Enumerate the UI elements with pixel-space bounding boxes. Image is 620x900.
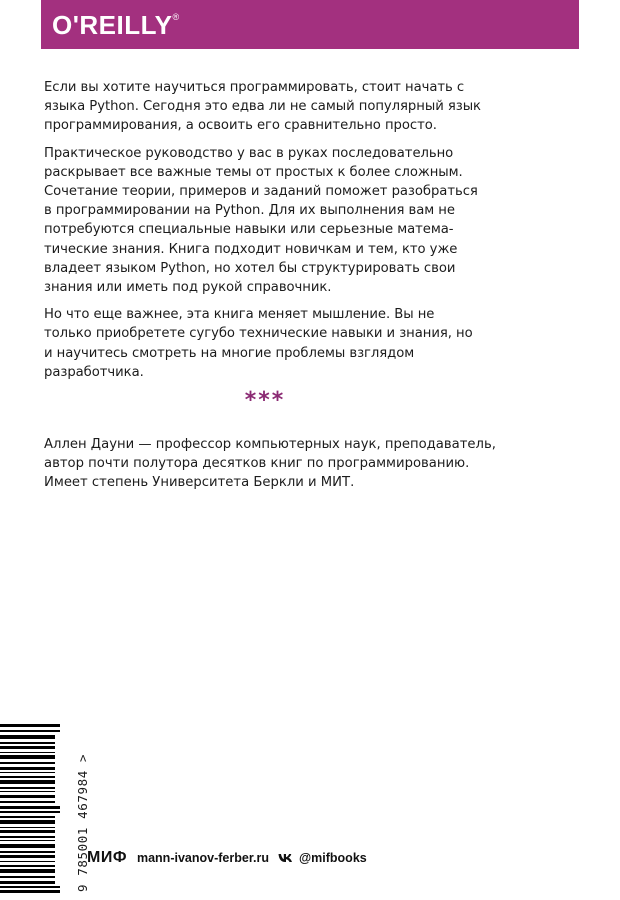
section-separator: *** bbox=[244, 388, 286, 413]
oreilly-logo bbox=[52, 10, 180, 41]
description-block bbox=[44, 78, 484, 390]
description-paragraph-3: Но что еще важнее, эта книга меняет мышление. Вы не только приобретете сугубо технические навыки и знания, но и научитесь смотреть на многие проблемы взглядом разработчика. bbox=[44, 307, 473, 380]
author-bio: Аллен Дауни — профессор компьютерных наук, преподаватель, автор почти полутора десятков книг по программированию. Имеет степень Университета Беркли и МИТ. bbox=[44, 437, 496, 491]
description-paragraph-2: Практическое руководство у вас в руках последовательно раскрывает все важные темы от простых к более сложным. Сочетание теории, примеров и заданий поможет разобраться в программировании на Python. Для их выполнения вам не потребуются специальные навыки или серьезные математические знания. Книга подходит новичкам и тем, кто уже владеет языком Python, но хотел бы структурировать свои знания или иметь под рукой справочник. bbox=[44, 145, 478, 296]
publisher-website[interactable]: mann-ivanov-ferber.ru bbox=[136, 851, 269, 865]
isbn-barcode bbox=[0, 722, 60, 894]
description-paragraph-1: Если вы хотите научиться программировать, стоит начать с языка Python. Сегодня это едва ли не самый популярный язык программирования, а освоить его сравнительно просто. bbox=[44, 80, 481, 134]
isbn-number: 9 785001 467984 > bbox=[75, 753, 90, 892]
logo-text: O'REILLY bbox=[52, 10, 173, 40]
registered-mark: ® bbox=[172, 12, 180, 22]
social-handle[interactable]: @mifbooks bbox=[298, 851, 367, 865]
vk-icon[interactable] bbox=[278, 853, 293, 863]
publisher-footer bbox=[87, 848, 367, 868]
mif-logo: МИФ bbox=[87, 849, 127, 866]
isbn-digits bbox=[61, 724, 90, 894]
